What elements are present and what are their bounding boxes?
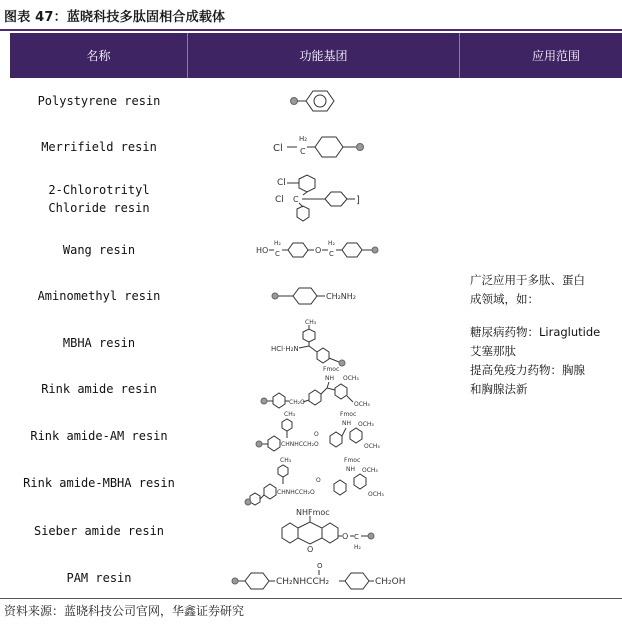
table-row bbox=[10, 128, 460, 166]
resin-name: 2-Chlorotrityl Chloride resin bbox=[48, 183, 150, 215]
am-ch3-label: CH₃ bbox=[284, 411, 296, 418]
am-nh-label: NH bbox=[342, 420, 351, 427]
merrifield-c-label: C bbox=[300, 147, 306, 156]
application-line: 艾塞那肽 bbox=[470, 344, 516, 358]
structure-pam bbox=[188, 558, 460, 598]
application-line: 成领域，如： bbox=[470, 292, 539, 306]
rink-och3b-label: OCH₃ bbox=[354, 401, 370, 408]
application-line: 和胸腺法新 bbox=[470, 382, 528, 396]
header-group: 功能基团 bbox=[188, 33, 460, 78]
structure-mbha bbox=[188, 318, 460, 368]
resin-name: Aminomethyl resin bbox=[37, 289, 161, 303]
sieber-c-label: C bbox=[354, 533, 359, 541]
table-row bbox=[10, 174, 460, 224]
merrifield-cl-label: Cl bbox=[273, 143, 283, 154]
wang-h2-label: H₂ bbox=[274, 240, 281, 247]
ctc-cl-top-label: Cl bbox=[277, 178, 286, 188]
mbha-hcl-label: HCl·H₂N bbox=[271, 345, 299, 353]
aminomethyl-ch2nh2-label: CH₂NH₂ bbox=[326, 292, 357, 301]
table-header bbox=[10, 33, 622, 78]
resin-name: Wang resin bbox=[62, 243, 136, 257]
resin-name: Rink amide-MBHA resin bbox=[23, 476, 175, 490]
header-application-label: 应用范围 bbox=[532, 49, 581, 63]
resin-name: Polystyrene resin bbox=[37, 94, 161, 108]
resin-name: Rink amide resin bbox=[41, 382, 157, 396]
wang-c-label: C bbox=[275, 250, 280, 258]
wang-o-label: O bbox=[315, 246, 322, 255]
structure-aminomethyl bbox=[188, 277, 460, 315]
rink-fmoc-label: Fmoc bbox=[323, 366, 340, 373]
sieber-o2-label: O bbox=[342, 532, 349, 541]
am-och3a-label: OCH₃ bbox=[358, 421, 374, 428]
title-rule bbox=[0, 29, 622, 31]
table-row bbox=[10, 410, 460, 462]
svg-text:]: ] bbox=[356, 195, 360, 206]
pam-ch2oh-label: CH₂OH bbox=[375, 577, 406, 587]
ctc-c-label: C bbox=[293, 195, 299, 204]
header-application bbox=[460, 33, 622, 78]
resin-name: Merrifield resin bbox=[41, 140, 157, 154]
pam-chain-label: CH₂NHCCH₂ bbox=[276, 577, 330, 587]
rink-nh-label: NH bbox=[325, 375, 334, 382]
rink-ch2o-label: CH₂O bbox=[289, 399, 305, 406]
table-row bbox=[10, 506, 460, 556]
application-scope bbox=[470, 271, 622, 399]
source-note: 资料来源：蓝晓科技公司官网，华鑫证券研究 bbox=[4, 604, 245, 618]
rink-och3a-label: OCH₃ bbox=[343, 375, 359, 382]
mb-nh-label: NH bbox=[346, 466, 355, 473]
application-line: 糖尿病药物：Liraglutide bbox=[470, 325, 601, 339]
structure-wang bbox=[188, 231, 460, 269]
header-name: 名称 bbox=[10, 33, 188, 78]
sieber-h2-label: H₂ bbox=[354, 544, 361, 551]
resin-name: MBHA resin bbox=[62, 336, 136, 350]
table-row bbox=[10, 364, 460, 414]
table-row bbox=[10, 231, 460, 269]
structure-rink-amide-mbha bbox=[188, 456, 460, 510]
table-row bbox=[10, 277, 460, 315]
table-row bbox=[10, 318, 460, 368]
am-o-label: O bbox=[314, 431, 319, 438]
table-row bbox=[10, 558, 460, 598]
wang-ho-label: HO bbox=[256, 246, 269, 255]
wang-cb-label: C bbox=[329, 250, 334, 258]
resin-name: PAM resin bbox=[66, 571, 132, 585]
mb-chain-label: CHNHCCH₂O bbox=[277, 489, 315, 496]
table-row bbox=[10, 456, 460, 510]
structure-merrifield bbox=[188, 128, 460, 166]
ctc-cl-label: Cl bbox=[275, 195, 284, 205]
am-och3b-label: OCH₃ bbox=[364, 443, 380, 450]
structure-sieber-amide bbox=[188, 506, 460, 556]
resin-name: Sieber amide resin bbox=[33, 524, 165, 538]
figure-title: 图表 47：蓝晓科技多肽固相合成载体 bbox=[4, 10, 226, 25]
mb-och3a-label: OCH₃ bbox=[362, 467, 378, 474]
mb-o-label: O bbox=[316, 477, 321, 484]
structure-rink-amide-am bbox=[188, 410, 460, 462]
am-chain-label: CHNHCCH₂O bbox=[281, 441, 319, 448]
application-line: 广泛应用于多肽、蛋白 bbox=[470, 273, 585, 287]
sieber-o1-label: O bbox=[307, 545, 314, 554]
structure-rink-amide bbox=[188, 364, 460, 414]
application-line: 提高免疫力药物：胸腺 bbox=[470, 363, 585, 377]
footer-rule bbox=[0, 598, 622, 599]
mb-och3b-label: OCH₃ bbox=[368, 491, 384, 498]
structure-polystyrene bbox=[188, 82, 460, 120]
structure-2-chlorotrityl bbox=[188, 174, 460, 224]
sieber-nhfmoc-label: NHFmoc bbox=[296, 508, 330, 517]
mb-fmoc-label: Fmoc bbox=[344, 457, 361, 464]
wang-h2b-label: H₂ bbox=[328, 240, 335, 247]
mbha-ch3-label: CH₃ bbox=[305, 319, 317, 326]
mb-ch3-label: CH₃ bbox=[280, 457, 292, 464]
am-fmoc-label: Fmoc bbox=[340, 411, 357, 418]
merrifield-h2-label: H₂ bbox=[299, 135, 308, 143]
table-row bbox=[10, 82, 460, 120]
resin-name: Rink amide-AM resin bbox=[30, 429, 168, 443]
pam-o-label: O bbox=[317, 562, 323, 570]
